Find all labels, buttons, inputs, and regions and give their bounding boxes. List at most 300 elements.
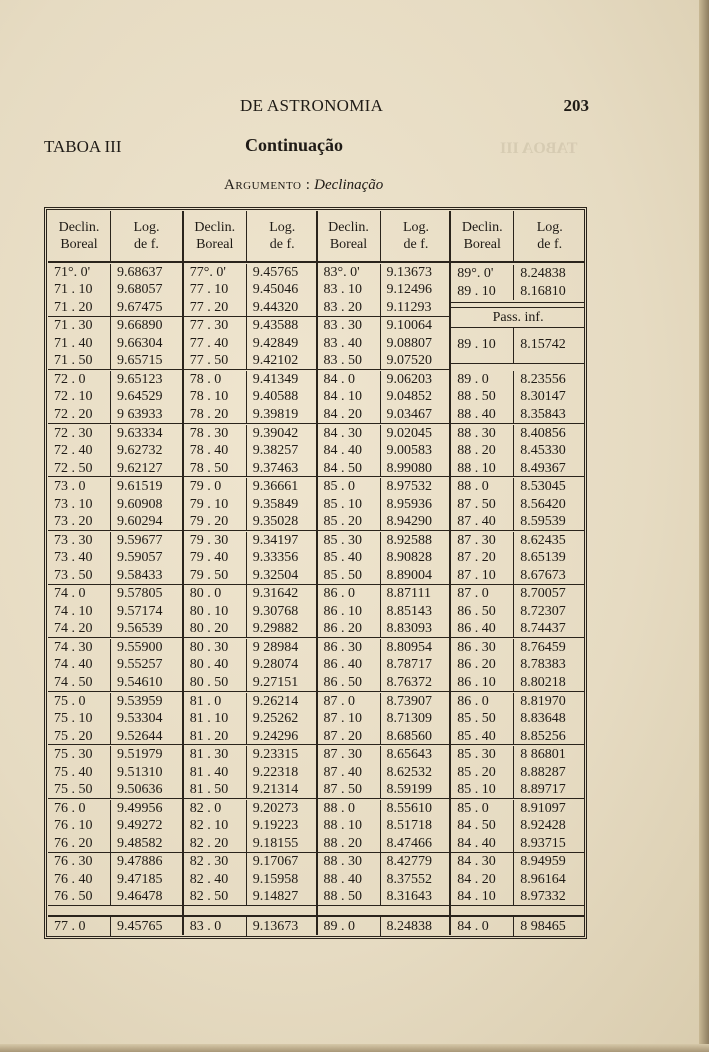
pass-inf-row <box>451 327 585 364</box>
declination-cell: 85 . 20 <box>457 764 496 780</box>
table-row <box>48 781 182 799</box>
log-cell: 8.24838 <box>380 917 451 937</box>
log-cell: 8.97332 <box>513 888 584 906</box>
row-group <box>451 585 585 639</box>
table-row <box>318 425 452 443</box>
row-group <box>318 370 452 424</box>
row-group <box>318 531 452 585</box>
row-group <box>184 263 318 317</box>
log-cell: 9.13673 <box>246 917 317 937</box>
table-row <box>48 585 182 603</box>
declination-cell: 84 . 10 <box>457 889 496 905</box>
row-group <box>48 745 182 799</box>
log-cell: 9.14827 <box>246 888 317 906</box>
row-group <box>184 477 318 531</box>
log-cell: 9.36661 <box>246 478 317 496</box>
table-row <box>48 603 182 621</box>
declination-cell: 78 . 50 <box>189 460 229 476</box>
final-row <box>451 915 585 937</box>
table-row <box>184 746 318 764</box>
table-row <box>184 781 318 799</box>
log-cell: 9.55900 <box>110 639 181 657</box>
table-row <box>184 496 318 514</box>
declination-cell: 85 . 20 <box>323 514 362 530</box>
table-row <box>318 674 452 692</box>
table-row <box>318 264 452 282</box>
table-row <box>451 781 585 799</box>
table-row <box>48 264 182 282</box>
declination-cell: 72 . 50 <box>54 460 93 476</box>
declination-cell: 78 . 30 <box>189 425 229 441</box>
declination-cell: 85 . 10 <box>323 496 362 512</box>
table-row <box>184 656 318 674</box>
table-row <box>451 639 585 657</box>
row-group <box>184 853 318 907</box>
header-declination: Declin. Boreal <box>58 220 100 252</box>
declination-cell: 88 . 40 <box>323 871 362 887</box>
declination-cell: 86 . 50 <box>323 674 362 690</box>
log-cell: 9.46478 <box>110 888 181 906</box>
table-row <box>184 853 318 871</box>
row-group <box>184 585 318 639</box>
table-row <box>318 352 452 370</box>
declination-cell: 86 . 0 <box>457 693 489 709</box>
declination-cell: 75 . 20 <box>54 728 93 744</box>
declination-cell: 76 . 50 <box>54 889 93 905</box>
table-row <box>451 478 585 496</box>
log-cell: 8.70057 <box>513 585 584 603</box>
row-group <box>184 370 318 424</box>
declination-cell: 83 . 40 <box>323 335 362 351</box>
declination-cell: 76 . 30 <box>54 854 93 870</box>
declination-cell: 85 . 40 <box>323 550 362 566</box>
table-row <box>318 728 452 746</box>
table-row <box>184 442 318 460</box>
row-group <box>451 638 585 692</box>
header-declination: Declin. Boreal <box>194 220 236 252</box>
table-row <box>184 710 318 728</box>
declination-cell: 89 . 10 <box>457 337 496 352</box>
table-row <box>184 549 318 567</box>
declination-cell: 84 . 40 <box>457 835 496 851</box>
log-cell: 9.52644 <box>110 728 181 746</box>
log-cell: 9.65123 <box>110 371 181 389</box>
log-cell: 9.57805 <box>110 585 181 603</box>
table-row <box>184 335 318 353</box>
log-cell: 8.55610 <box>380 800 451 818</box>
row-group <box>48 585 182 639</box>
declination-cell: 73 . 40 <box>54 550 93 566</box>
log-cell: 9.27151 <box>246 674 317 692</box>
declination-cell: 88 . 20 <box>457 443 496 459</box>
table-column-block <box>182 211 318 935</box>
table-row <box>184 620 318 638</box>
table-row <box>48 800 182 818</box>
log-cell: 8.68560 <box>380 728 451 746</box>
declination-cell: 80 . 30 <box>189 639 229 655</box>
declination-cell: 82 . 0 <box>189 800 222 816</box>
log-cell: 8.92588 <box>380 532 451 550</box>
table-row <box>318 532 452 550</box>
table-row <box>451 265 585 283</box>
declination-cell: 87 . 40 <box>323 764 362 780</box>
declination-cell: 89 . 10 <box>457 283 496 299</box>
row-group <box>48 692 182 746</box>
log-cell: 8.83093 <box>380 620 451 638</box>
table-row <box>318 781 452 799</box>
row-group <box>451 477 585 531</box>
table-row <box>451 710 585 728</box>
declination-cell: 86 . 10 <box>457 674 496 690</box>
declination-cell: 75 . 10 <box>54 711 93 727</box>
log-cell: 9.59057 <box>110 549 181 567</box>
log-cell: 8.65139 <box>513 549 584 567</box>
row-group <box>48 853 182 907</box>
table-row <box>318 639 452 657</box>
log-cell: 8.16810 <box>513 283 584 301</box>
table-row <box>48 425 182 443</box>
declination-cell: 85 . 40 <box>457 728 496 744</box>
row-group <box>318 477 452 531</box>
row-group <box>451 370 585 424</box>
table-row <box>184 478 318 496</box>
table-row <box>48 746 182 764</box>
row-group <box>184 799 318 853</box>
table-row <box>48 728 182 746</box>
log-cell: 9.20273 <box>246 800 317 818</box>
declination-cell: 87 . 20 <box>323 728 362 744</box>
table-row <box>48 460 182 478</box>
declination-cell: 78 . 40 <box>189 443 229 459</box>
declination-cell: 79 . 40 <box>189 550 229 566</box>
table-row <box>184 567 318 585</box>
declination-cell: 79 . 50 <box>189 567 229 583</box>
declination-cell: 76 . 20 <box>54 835 93 851</box>
log-cell: 8.97532 <box>380 478 451 496</box>
table-row <box>48 317 182 335</box>
declination-cell: 88 . 10 <box>457 460 496 476</box>
log-cell: 9.62127 <box>110 460 181 478</box>
log-cell: 9.66304 <box>110 335 181 353</box>
table-row <box>318 764 452 782</box>
table-row <box>451 388 585 406</box>
log-cell: 8.51718 <box>380 817 451 835</box>
declination-cell: 71 . 10 <box>54 282 93 298</box>
declination-cell: 85 . 0 <box>457 800 489 816</box>
table-row <box>184 532 318 550</box>
log-cell: 9.49272 <box>110 817 181 835</box>
table-row <box>318 460 452 478</box>
table-row <box>48 693 182 711</box>
log-cell: 9.63334 <box>110 425 181 443</box>
table-row <box>451 425 585 443</box>
table-row <box>451 496 585 514</box>
declination-cell: 76 . 10 <box>54 818 93 834</box>
table-row <box>184 585 318 603</box>
row-group <box>451 799 585 853</box>
log-cell: 8.53045 <box>513 478 584 496</box>
table-row <box>318 603 452 621</box>
header-log: Log. de f. <box>380 211 452 261</box>
log-cell: 8.81970 <box>513 693 584 711</box>
log-cell: 8.71309 <box>380 710 451 728</box>
log-cell: 9.60908 <box>110 496 181 514</box>
table-row <box>318 281 452 299</box>
row-group <box>318 745 452 799</box>
declination-cell: 89 . 0 <box>323 919 355 934</box>
table-row <box>451 656 585 674</box>
table-row <box>451 532 585 550</box>
table-label: TABOA III <box>44 137 122 156</box>
column-header <box>318 211 452 263</box>
declination-cell: 82 . 40 <box>189 871 229 887</box>
log-cell: 9.48582 <box>110 835 181 853</box>
table-row <box>318 853 452 871</box>
table-row <box>184 693 318 711</box>
declination-cell: 84 . 0 <box>457 919 489 934</box>
log-cell: 8.85256 <box>513 728 584 746</box>
row-group <box>48 317 182 371</box>
declination-cell: 87 . 30 <box>457 532 496 548</box>
table-row <box>184 425 318 443</box>
table-row <box>48 532 182 550</box>
declination-cell: 78 . 10 <box>189 389 229 405</box>
table-row <box>318 496 452 514</box>
log-cell: 9.02045 <box>380 425 451 443</box>
declination-cell: 84 . 20 <box>457 871 496 887</box>
row-group <box>318 853 452 907</box>
table-row <box>318 299 452 317</box>
log-cell: 8.80954 <box>380 639 451 657</box>
table-row <box>318 371 452 389</box>
table-row <box>48 513 182 531</box>
declination-cell: 87 . 40 <box>457 514 496 530</box>
log-cell: 9.19223 <box>246 817 317 835</box>
log-cell: 8.65643 <box>380 746 451 764</box>
declination-cell: 88 . 50 <box>457 389 496 405</box>
declination-cell: 87 . 0 <box>457 586 489 602</box>
log-cell: 8.91097 <box>513 800 584 818</box>
declination-cell: 78 . 20 <box>189 406 229 422</box>
log-cell: 9.03467 <box>380 406 451 424</box>
table-row <box>48 656 182 674</box>
declination-cell: 74 . 40 <box>54 657 93 673</box>
declination-cell: 85 . 10 <box>457 782 496 798</box>
log-cell: 8.15742 <box>513 327 584 363</box>
table-row <box>451 513 585 531</box>
log-cell: 9.55257 <box>110 656 181 674</box>
declination-cell: 89 . 0 <box>457 371 489 387</box>
declination-cell: 81 . 10 <box>189 711 229 727</box>
declination-cell: 71 . 50 <box>54 353 93 369</box>
table-row <box>451 674 585 692</box>
log-cell: 9.12496 <box>380 281 451 299</box>
log-cell: 8.89717 <box>513 781 584 799</box>
table-row <box>184 764 318 782</box>
continuation-title: Continuação <box>245 135 344 155</box>
row-group <box>48 638 182 692</box>
row-group <box>318 585 452 639</box>
log-cell: 9 28984 <box>246 639 317 657</box>
table-row <box>48 388 182 406</box>
log-cell: 9.53304 <box>110 710 181 728</box>
table-row <box>318 585 452 603</box>
table-row <box>184 388 318 406</box>
row-group <box>184 531 318 585</box>
declination-cell: 75 . 50 <box>54 782 93 798</box>
table-row <box>48 299 182 317</box>
table-row <box>318 888 452 906</box>
table-row <box>184 639 318 657</box>
declination-cell: 79 . 20 <box>189 514 229 530</box>
declination-cell: 84 . 50 <box>323 460 362 476</box>
declination-cell: 81 . 40 <box>189 764 229 780</box>
log-cell: 8.23556 <box>513 371 584 389</box>
row-group <box>184 317 318 371</box>
header-declination: Declin. Boreal <box>328 220 369 252</box>
log-cell: 9.21314 <box>246 781 317 799</box>
declination-cell: 87 . 0 <box>323 693 355 709</box>
table-row <box>184 264 318 282</box>
table-row <box>184 888 318 906</box>
log-cell: 8.94959 <box>513 853 584 871</box>
row-group <box>48 477 182 531</box>
log-cell: 9.08807 <box>380 335 451 353</box>
column-header <box>48 211 182 263</box>
row-group <box>318 799 452 853</box>
declination-cell: 87 . 10 <box>457 567 496 583</box>
declination-cell: 82 . 20 <box>189 835 229 851</box>
table-row <box>318 442 452 460</box>
declination-cell: 77 . 0 <box>54 919 86 934</box>
table-row <box>318 835 452 853</box>
log-cell: 8.90828 <box>380 549 451 567</box>
row-group <box>318 263 452 317</box>
log-cell: 9.54610 <box>110 674 181 692</box>
log-cell: 8.73907 <box>380 693 451 711</box>
table-row <box>451 764 585 782</box>
declination-cell: 88 . 40 <box>457 406 496 422</box>
log-cell: 8.85143 <box>380 603 451 621</box>
log-cell: 8.99080 <box>380 460 451 478</box>
table-row <box>48 335 182 353</box>
table-row <box>184 352 318 370</box>
log-cell: 9.26214 <box>246 693 317 711</box>
declination-cell: 88 . 30 <box>457 425 496 441</box>
log-cell: 9.04852 <box>380 388 451 406</box>
row-group <box>451 692 585 746</box>
declination-cell: 84 . 0 <box>323 371 355 387</box>
argument-label: Argumento : <box>224 177 311 193</box>
declination-cell: 87 . 10 <box>323 711 362 727</box>
log-cell: 8.31643 <box>380 888 451 906</box>
log-cell: 8.96164 <box>513 871 584 889</box>
page-bottom-edge <box>0 1044 709 1052</box>
row-group <box>451 424 585 478</box>
table-row <box>318 549 452 567</box>
declination-cell: 80 . 0 <box>189 586 222 602</box>
declination-cell: 74 . 50 <box>54 674 93 690</box>
log-cell: 8.74437 <box>513 620 584 638</box>
declination-cell: 75 . 0 <box>54 693 86 709</box>
log-cell: 9.42849 <box>246 335 317 353</box>
table-row <box>48 888 182 906</box>
log-cell: 8.72307 <box>513 603 584 621</box>
log-cell: 9.68637 <box>110 264 181 282</box>
declination-cell: 87 . 20 <box>457 550 496 566</box>
table-row <box>318 513 452 531</box>
table-row <box>184 835 318 853</box>
log-cell: 9.35028 <box>246 513 317 531</box>
table-row <box>48 835 182 853</box>
column-header <box>184 211 318 263</box>
table-row <box>451 603 585 621</box>
argument-value: Declinação <box>314 177 384 193</box>
table-row <box>184 317 318 335</box>
log-cell: 9.47886 <box>110 853 181 871</box>
log-cell: 9.32504 <box>246 567 317 585</box>
declination-cell: 83 . 0 <box>189 919 222 934</box>
page-spine-shadow <box>699 0 709 1052</box>
declination-cell: 74 . 30 <box>54 639 93 655</box>
log-cell: 9.56539 <box>110 620 181 638</box>
log-cell: 8.87111 <box>380 585 451 603</box>
table-row <box>451 728 585 746</box>
log-cell: 9.45765 <box>110 917 181 937</box>
table-row <box>184 871 318 889</box>
log-cell: 9.47185 <box>110 871 181 889</box>
declination-cell: 80 . 10 <box>189 603 229 619</box>
log-cell: 8.88287 <box>513 764 584 782</box>
log-cell: 8.59199 <box>380 781 451 799</box>
declination-cell: 87 . 50 <box>323 782 362 798</box>
table-row <box>318 800 452 818</box>
row-group <box>451 745 585 799</box>
declination-cell: 86 . 30 <box>457 639 496 655</box>
declination-cell: 85 . 30 <box>323 532 362 548</box>
log-cell: 9.39819 <box>246 406 317 424</box>
declination-cell: 86 . 0 <box>323 586 355 602</box>
declination-cell: 87 . 50 <box>457 496 496 512</box>
declination-cell: 81 . 20 <box>189 728 229 744</box>
table-row <box>48 549 182 567</box>
row-group <box>48 424 182 478</box>
declination-cell: 77 . 30 <box>189 318 229 334</box>
log-cell: 9.10064 <box>380 317 451 335</box>
declination-cell: 81 . 30 <box>189 747 229 763</box>
declination-cell: 83 . 30 <box>323 318 362 334</box>
declination-cell: 83 . 50 <box>323 353 362 369</box>
table-row <box>451 371 585 389</box>
declination-cell: 83°. 0' <box>323 264 360 280</box>
table-row <box>48 817 182 835</box>
declination-cell: 85 . 0 <box>323 479 355 495</box>
row-group <box>318 317 452 371</box>
declination-cell: 88 . 50 <box>323 889 362 905</box>
column-header <box>451 211 585 263</box>
table-row <box>318 656 452 674</box>
log-cell: 9.68057 <box>110 281 181 299</box>
table-row <box>184 513 318 531</box>
log-cell: 9.65715 <box>110 352 181 370</box>
argument-line <box>224 177 383 194</box>
log-cell: 8.93715 <box>513 835 584 853</box>
table-row <box>451 549 585 567</box>
log-cell: 8.45330 <box>513 442 584 460</box>
running-head: DE ASTRONOMIA <box>240 96 384 115</box>
log-cell: 9.17067 <box>246 853 317 871</box>
declination-cell: 78 . 0 <box>189 371 222 387</box>
